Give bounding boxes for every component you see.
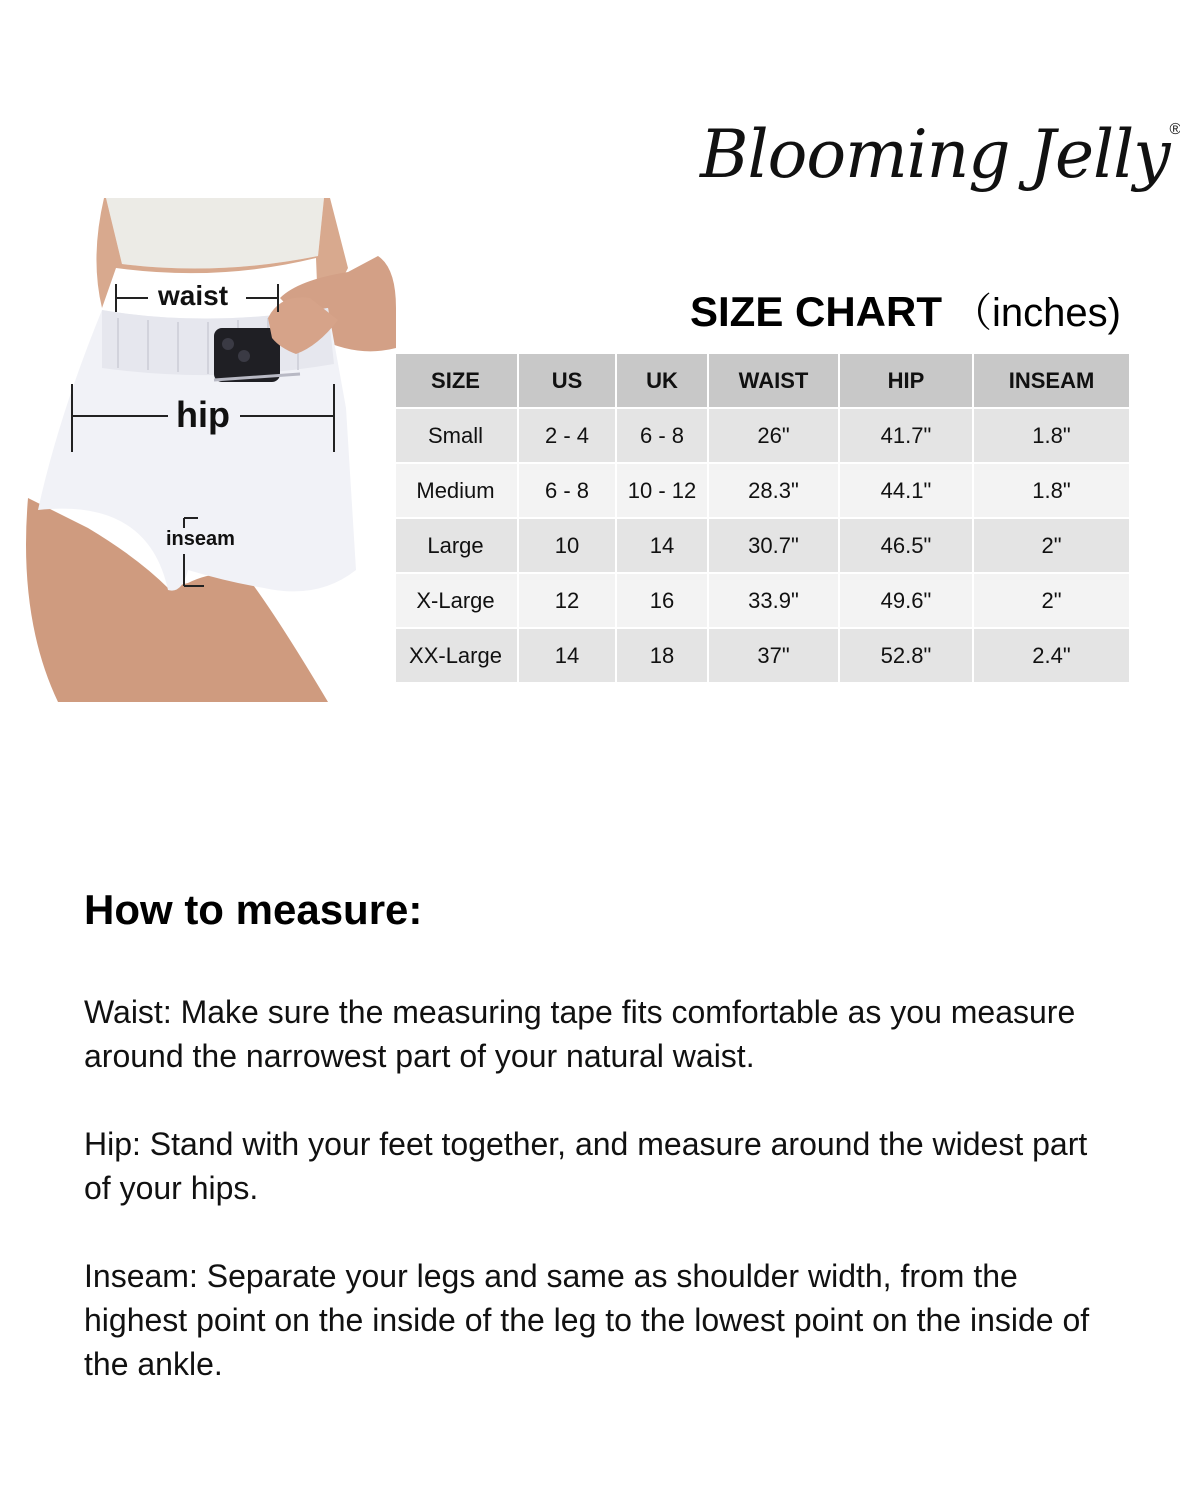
registered-mark: ® bbox=[1169, 121, 1180, 138]
table-cell: Medium bbox=[393, 463, 518, 518]
table-cell: 2" bbox=[973, 518, 1130, 573]
table-cell: XX-Large bbox=[393, 628, 518, 683]
hip-instructions: Hip: Stand with your feet together, and measure around the widest part of your hips. bbox=[84, 1126, 1088, 1206]
table-cell: 52.8" bbox=[839, 628, 973, 683]
table-cell: 2.4" bbox=[973, 628, 1130, 683]
size-chart-unit: （inches) bbox=[952, 291, 1121, 335]
table-cell: 26" bbox=[708, 408, 839, 463]
table-cell: 44.1" bbox=[839, 463, 973, 518]
table-row bbox=[393, 408, 1130, 463]
waist-instructions: Waist: Make sure the measuring tape fits comfortable as you measure around the narrowest part of your natural waist. bbox=[84, 994, 1076, 1074]
table-cell: 49.6" bbox=[839, 573, 973, 628]
inseam-label: inseam bbox=[166, 528, 235, 550]
table-row bbox=[393, 463, 1130, 518]
table-header-row bbox=[393, 353, 1130, 408]
header-waist: WAIST bbox=[708, 353, 839, 408]
table-cell: 37" bbox=[708, 628, 839, 683]
table-cell: Large bbox=[393, 518, 518, 573]
table-cell: 41.7" bbox=[839, 408, 973, 463]
shorts-model-photo bbox=[18, 198, 396, 702]
waist-label: waist bbox=[158, 280, 229, 311]
table-cell: 30.7" bbox=[708, 518, 839, 573]
hip-label: hip bbox=[176, 394, 230, 435]
brand-logo bbox=[700, 100, 1180, 210]
table-cell: 6 - 8 bbox=[616, 408, 708, 463]
header-uk: UK bbox=[616, 353, 708, 408]
table-row bbox=[393, 518, 1130, 573]
inseam-instructions: Inseam: Separate your legs and same as shoulder width, from the highest point on the inside of the leg to the lowest point on the inside of the ankle. bbox=[84, 1258, 1090, 1382]
table-cell: 10 - 12 bbox=[616, 463, 708, 518]
how-to-measure-heading: How to measure: bbox=[84, 886, 423, 933]
table-row bbox=[393, 573, 1130, 628]
table-row bbox=[393, 628, 1130, 683]
table-cell: 16 bbox=[616, 573, 708, 628]
table-cell: 14 bbox=[518, 628, 616, 683]
table-cell: 18 bbox=[616, 628, 708, 683]
header-size: SIZE bbox=[393, 353, 518, 408]
table-cell: X-Large bbox=[393, 573, 518, 628]
table-cell: 6 - 8 bbox=[518, 463, 616, 518]
table-cell: 28.3" bbox=[708, 463, 839, 518]
header-us: US bbox=[518, 353, 616, 408]
size-chart-title bbox=[690, 284, 1140, 340]
table-cell: 1.8" bbox=[973, 408, 1130, 463]
table-cell: 2 - 4 bbox=[518, 408, 616, 463]
table-cell: 14 bbox=[616, 518, 708, 573]
table-cell: 1.8" bbox=[973, 463, 1130, 518]
table-cell: 10 bbox=[518, 518, 616, 573]
header-inseam: INSEAM bbox=[973, 353, 1130, 408]
brand-name: Blooming Jelly bbox=[700, 116, 1170, 193]
table-cell: 46.5" bbox=[839, 518, 973, 573]
table-cell: Small bbox=[393, 408, 518, 463]
table-cell: 12 bbox=[518, 573, 616, 628]
size-table bbox=[392, 352, 1131, 684]
table-cell: 33.9" bbox=[708, 573, 839, 628]
model-illustration bbox=[18, 198, 396, 702]
header-hip: HIP bbox=[839, 353, 973, 408]
size-chart-heading: SIZE CHART bbox=[690, 288, 942, 335]
table-cell: 2" bbox=[973, 573, 1130, 628]
